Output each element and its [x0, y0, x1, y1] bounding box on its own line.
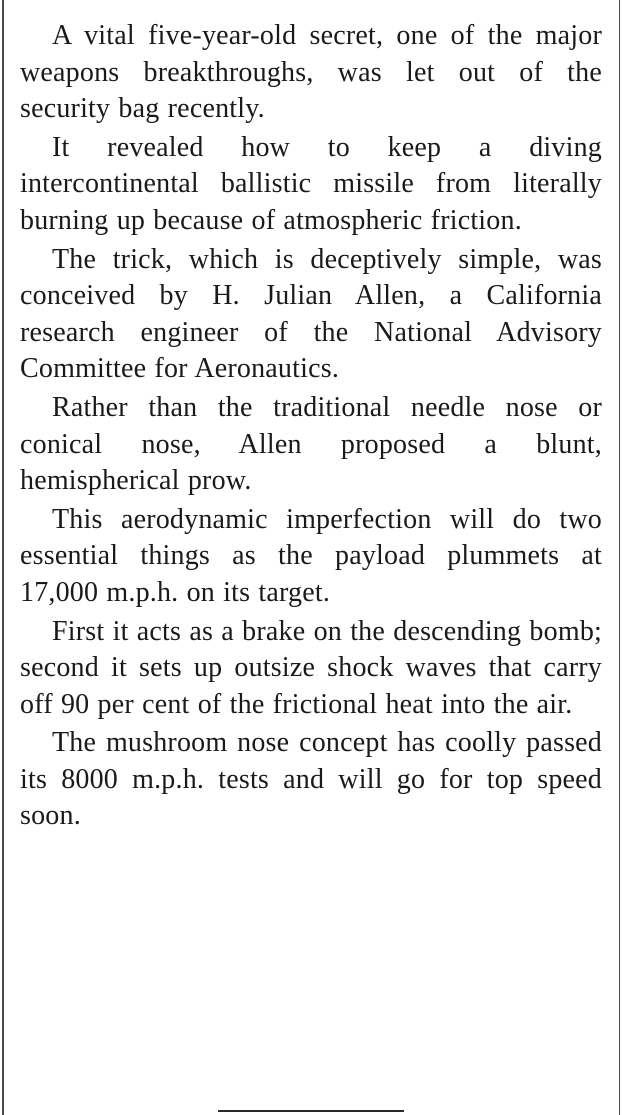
article-paragraph-1: A vital five-year-old secret, one of the major weapons breakthroughs, was let out of the security bag recently. [20, 20, 602, 125]
article-paragraph-6: First it acts as a brake on the descending bomb; second it sets up outsize shock waves that carry off 90 per cent of the frictional heat into the air. [20, 615, 602, 720]
article-end-rule [218, 1110, 404, 1112]
article-paragraph-7: The mushroom nose concept has coolly passed its 8000 m.p.h. tests and will go for top speed soon. [20, 727, 602, 832]
article-paragraph-5: This aerodynamic imperfection will do two essential things as the payload plummets at 17,000 m.p.h. on its target. [20, 503, 602, 608]
right-column-rule [619, 0, 621, 1115]
article-paragraph-2: It revealed how to keep a diving intercontinental ballistic missile from literally burning up because of atmospheric friction. [20, 131, 602, 236]
article-paragraph-4: Rather than the traditional needle nose or conical nose, Allen proposed a blunt, hemispherical prow. [20, 391, 602, 497]
article-column [20, 18, 602, 837]
article-paragraph-3: The trick, which is deceptively simple, was conceived by H. Julian Allen, a California research engineer of the National Advisory Committee for Aeronautics. [20, 243, 602, 385]
left-column-rule [2, 0, 4, 1115]
